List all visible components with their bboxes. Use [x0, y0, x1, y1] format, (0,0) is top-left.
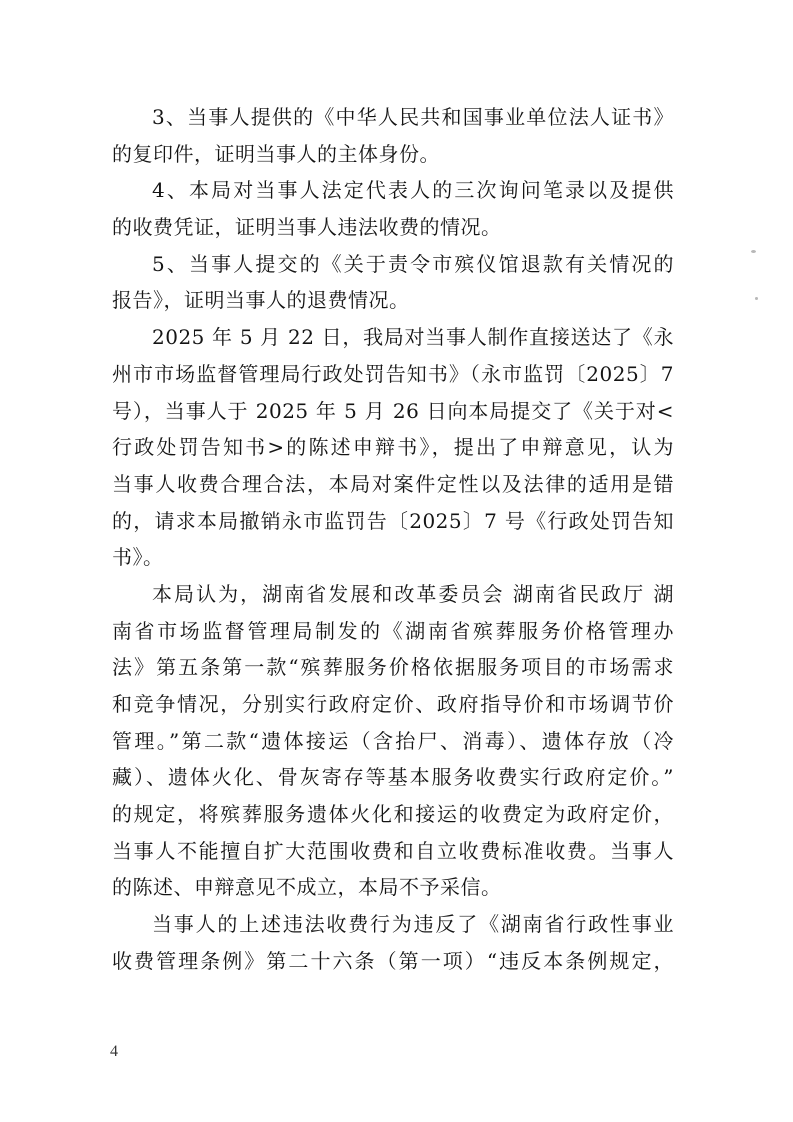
text-line: 报告》，证明当事人的退费情况。 [112, 288, 410, 313]
paragraph-notice-delivery [112, 319, 674, 576]
paragraph-evidence-4 [112, 172, 674, 245]
text-line: 州市市场监督管理局行政处罚告知书》（永市监罚〔2025〕7 [112, 361, 674, 386]
text-line: 2025 年 5 月 22 日，我局对当事人制作直接送达了《永 [152, 325, 674, 350]
text-line: 4、本局对当事人法定代表人的三次询问笔录以及提供 [152, 178, 674, 203]
paragraph-violation [112, 906, 674, 979]
paragraph-evidence-3 [112, 99, 674, 172]
text-line: 3、当事人提供的《中华人民共和国事业单位法人证书》 [152, 105, 674, 129]
document-body [112, 99, 674, 980]
scan-speck [751, 250, 756, 253]
text-line: 的陈述、申辩意见不成立，本局不予采信。 [112, 875, 502, 900]
paragraph-evidence-5 [112, 246, 674, 319]
text-line: 藏）、遗体火化、骨灰寄存等基本服务收费实行政府定价。” [112, 765, 674, 790]
scan-speck [755, 297, 758, 300]
text-line: 南省市场监督管理局制发的《湖南省殡葬服务价格管理办 [112, 618, 674, 643]
paragraph-bureau-opinion [112, 576, 674, 906]
text-line: 当事人不能擅自扩大范围收费和自立收费标准收费。当事人 [112, 838, 674, 863]
text-line: 的复印件，证明当事人的主体身份。 [112, 141, 440, 166]
text-line: 的收费凭证，证明当事人违法收费的情况。 [112, 215, 502, 240]
text-line: 号），当事人于 2025 年 5 月 26 日向本局提交了《关于对< [112, 398, 674, 423]
text-line: 当事人收费合理合法，本局对案件定性以及法律的适用是错 [112, 471, 674, 496]
text-line: 管理。”第二款“遗体接运（含抬尸、消毒）、遗体存放（冷 [112, 728, 674, 753]
text-line: 收费管理条例》第二十六条（第一项）“违反本条例规定， [112, 948, 674, 973]
page-number: 4 [110, 1043, 118, 1060]
text-line: 行政处罚告知书>的陈述申辩书》，提出了申辩意见，认为 [112, 435, 674, 460]
text-line: 的规定，将殡葬服务遗体火化和接运的收费定为政府定价， [112, 802, 674, 827]
text-line: 本局认为，湖南省发展和改革委员会 湖南省民政厅 湖 [152, 581, 674, 606]
text-line: 5、当事人提交的《关于责令市殡仪馆退款有关情况的 [152, 251, 674, 276]
text-line: 的，请求本局撤销永市监罚告〔2025〕7 号《行政处罚告知 [112, 508, 674, 533]
text-line: 当事人的上述违法收费行为违反了《湖南省行政性事业 [152, 912, 674, 937]
text-line: 和竞争情况，分别实行政府定价、政府指导价和市场调节价 [112, 692, 674, 716]
text-line: 法》第五条第一款“殡葬服务价格依据服务项目的市场需求 [112, 655, 674, 680]
text-line: 书》。 [112, 545, 164, 570]
